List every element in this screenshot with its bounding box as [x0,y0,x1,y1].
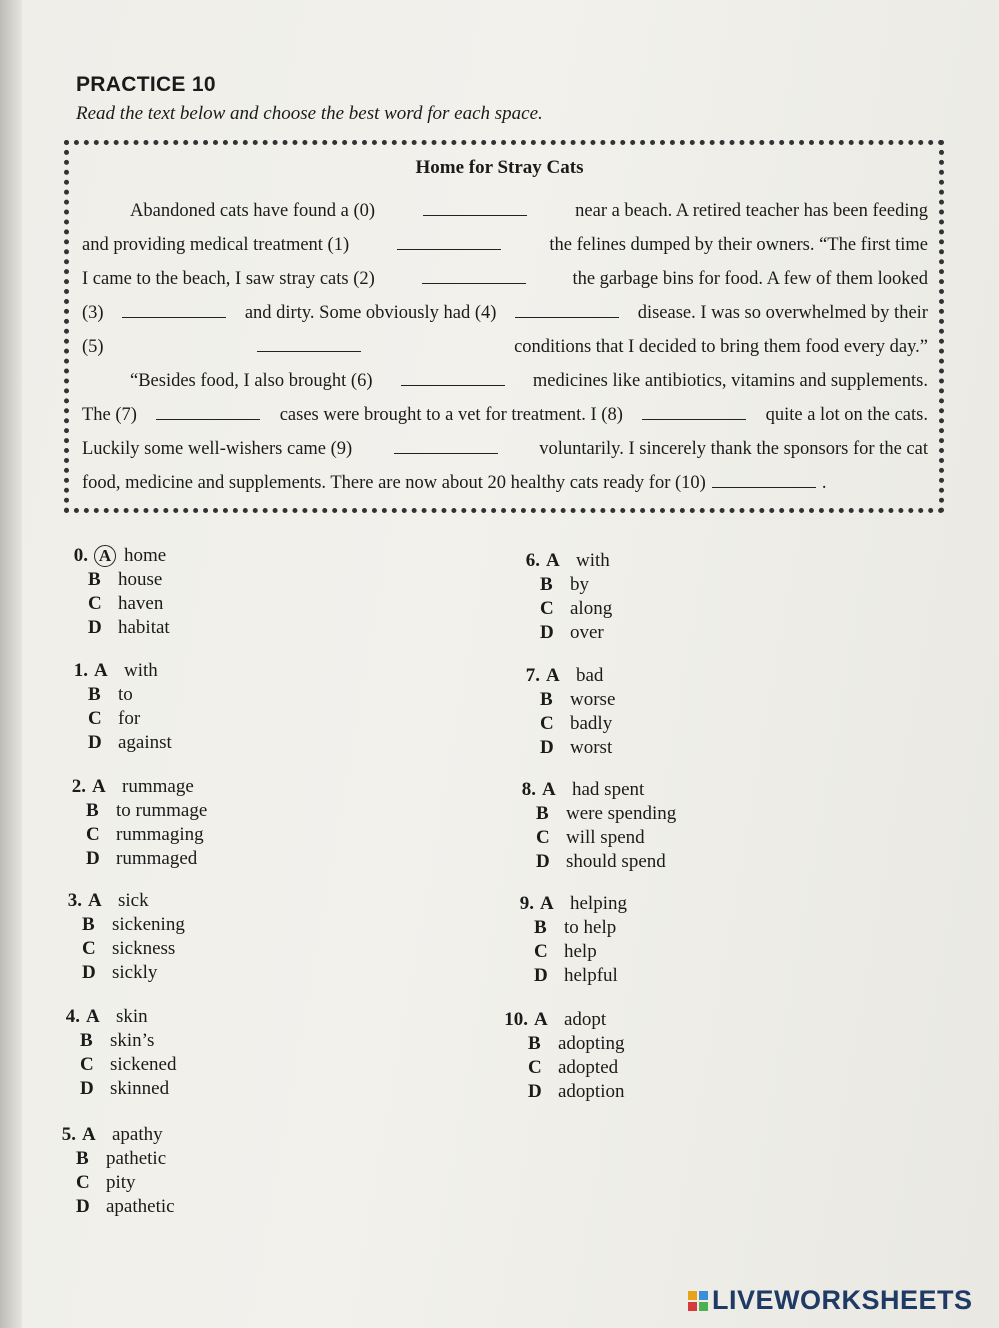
question-number: 10. [504,1009,528,1030]
passage-title: Home for Stray Cats [415,157,584,178]
liveworksheets-logo-icon [688,1291,708,1311]
option-letter: D [82,962,96,983]
option-b[interactable] [86,800,207,822]
option-letter: D [540,737,554,758]
option-c[interactable] [76,1172,136,1194]
option-text: skin’s [110,1030,155,1051]
answer-blank[interactable] [642,405,746,420]
option-letter: B [88,684,101,705]
practice-title: PRACTICE 10 [76,73,216,96]
passage-text-segment: voluntarily. I sincerely thank the sponsors for the cat [539,439,928,459]
option-letter: C [540,598,554,619]
option-d[interactable] [88,617,170,639]
option-c[interactable] [536,827,645,849]
option-a[interactable] [40,1124,163,1146]
option-letter: B [528,1033,541,1054]
passage-text-segment: and providing medical treatment (1) [82,235,350,255]
option-d[interactable] [82,962,157,984]
option-b[interactable] [82,914,185,936]
option-b[interactable] [540,689,615,711]
answer-blank[interactable] [156,405,260,420]
option-d[interactable] [86,848,197,870]
option-a[interactable] [504,550,610,572]
option-text: will spend [566,827,645,848]
option-d[interactable] [80,1078,169,1100]
option-text: adoption [558,1081,625,1102]
passage-line [130,201,928,222]
option-letter: B [86,800,99,821]
question-number: 6. [525,550,540,571]
question-number: 7. [525,665,540,686]
passage-text-segment: and dirty. Some obviously had (4) [244,303,497,323]
answer-blank[interactable] [122,303,226,318]
option-b[interactable] [80,1030,154,1052]
option-a[interactable] [504,665,603,687]
option-text: apathy [112,1124,163,1145]
option-letter: C [540,713,554,734]
option-letter: D [88,732,102,753]
option-text: habitat [118,617,170,638]
option-letter: B [76,1148,89,1169]
option-c[interactable] [86,824,204,846]
question-number: 0. [73,545,88,566]
option-text: for [118,708,141,729]
option-letter: D [540,622,554,643]
option-text: sickly [112,962,158,983]
passage-text-segment: near a beach. A retired teacher has been feeding [575,201,928,221]
option-text: over [570,622,604,643]
option-letter: A [92,776,106,797]
option-letter: A [534,1009,548,1030]
option-letter: A [86,1006,100,1027]
option-text: help [564,941,597,962]
passage-line [82,439,928,460]
option-letter: C [88,708,102,729]
option-letter: C [536,827,550,848]
passage-line [82,405,928,426]
passage-text-segment: (3) [82,303,104,323]
option-text: had spent [572,779,645,800]
option-text: sick [118,890,149,911]
passage-text-segment: conditions that I decided to bring them food every day.” [514,337,928,357]
option-d[interactable] [540,622,604,644]
option-a[interactable] [498,893,627,915]
option-text: should spend [566,851,666,872]
option-d[interactable] [76,1196,175,1218]
answer-blank[interactable] [515,303,619,318]
answer-blank[interactable] [423,201,527,216]
option-letter: A [546,665,560,686]
option-text: house [118,569,163,590]
passage-line [82,473,928,494]
option-text: rummaging [116,824,204,845]
option-letter: D [80,1078,94,1099]
option-text: to [118,684,133,705]
liveworksheets-watermark [688,1285,973,1316]
option-text: against [118,732,172,753]
watermark-text: LIVEWORKSHEETS [712,1285,973,1315]
option-c[interactable] [88,708,140,730]
option-letter: A [542,779,556,800]
passage-text-segment: Luckily some well-wishers came (9) [82,439,353,459]
circled-answer-letter: A [94,545,116,567]
option-text: were spending [566,803,677,824]
option-text: sickening [112,914,185,935]
passage-text-segment: I came to the beach, I saw stray cats (2) [82,269,375,289]
option-text: rummage [122,776,194,797]
answer-blank[interactable] [394,439,498,454]
page-edge-shadow [0,0,22,1328]
passage-text-segment: “Besides food, I also brought (6) [130,371,373,391]
option-letter: C [88,593,102,614]
option-text: sickened [110,1054,177,1075]
option-letter: B [534,917,547,938]
option-c[interactable] [88,593,163,615]
option-b[interactable] [540,574,589,596]
passage-text-segment: the felines dumped by their owners. “The first time [549,235,928,255]
option-text: helpful [564,965,618,986]
option-text: along [570,598,613,619]
answer-blank[interactable] [712,473,816,488]
option-letter: A [88,890,102,911]
option-a[interactable] [492,1009,606,1031]
passage-line [82,235,928,256]
option-text: worse [570,689,616,710]
option-d[interactable] [534,965,618,987]
instruction-text: Read the text below and choose the best word for each space. [76,103,543,124]
option-text: helping [570,893,627,914]
option-a[interactable] [52,660,158,682]
option-text: with [576,550,610,571]
answer-blank[interactable] [257,337,361,352]
option-letter: C [86,824,100,845]
option-a[interactable] [52,545,166,567]
option-letter: B [540,574,553,595]
option-letter: D [88,617,102,638]
option-b[interactable] [534,917,616,939]
option-text: to help [564,917,617,938]
option-text: with [124,660,158,681]
option-c[interactable] [80,1054,176,1076]
option-text: adopting [558,1033,625,1054]
option-text: badly [570,713,613,734]
option-b[interactable] [76,1148,166,1170]
passage-text-segment: cases were brought to a vet for treatment. I (8) [279,405,623,425]
option-b[interactable] [88,684,133,706]
answer-blank[interactable] [397,235,501,250]
option-text: pathetic [106,1148,167,1169]
option-letter: C [80,1054,94,1075]
option-letter: A [546,550,560,571]
question-number: 1. [73,660,88,681]
option-text: bad [576,665,604,686]
option-letter: B [80,1030,93,1051]
option-text: home [124,545,167,566]
option-letter: B [82,914,95,935]
option-text: adopted [558,1057,619,1078]
option-text: haven [118,593,164,614]
option-text: sickness [112,938,176,959]
passage-line [82,269,928,290]
option-text: apathetic [106,1196,175,1217]
passage-text-segment: medicines like antibiotics, vitamins and supplements. [532,371,928,391]
option-a[interactable] [50,776,194,798]
option-letter: D [536,851,550,872]
option-text: worst [570,737,613,758]
question-number: 2. [71,776,86,797]
option-c[interactable] [540,713,612,735]
option-b[interactable] [88,569,162,591]
passage-text-segment: The (7) [82,405,137,425]
passage-line [82,303,928,324]
option-letter: A [82,1124,96,1145]
question-number: 4. [65,1006,80,1027]
passage-text-segment: the garbage bins for food. A few of them looked [572,269,928,289]
passage-text-segment: disease. I was so overwhelmed by their [637,303,928,323]
option-letter: D [534,965,548,986]
option-a[interactable] [44,1006,148,1028]
option-d[interactable] [536,851,666,873]
question-number: 8. [521,779,536,800]
option-letter: B [540,689,553,710]
question-number: 5. [61,1124,76,1145]
option-letter: C [528,1057,542,1078]
option-b[interactable] [528,1033,625,1055]
option-text: adopt [564,1009,607,1030]
passage-text-segment: (5) [82,337,104,357]
option-c[interactable] [540,598,612,620]
option-a[interactable] [46,890,149,912]
option-letter: D [86,848,100,869]
answer-blank[interactable] [401,371,505,386]
option-b[interactable] [536,803,676,825]
passage-line [82,337,928,358]
answer-blank[interactable] [422,269,526,284]
question-number: 3. [67,890,82,911]
option-letter: A [94,660,108,681]
option-text: by [570,574,589,595]
option-a[interactable] [500,779,644,801]
option-d[interactable] [528,1081,625,1103]
passage-text-segment: . [821,473,827,493]
option-letter: B [536,803,549,824]
option-text: skin [116,1006,148,1027]
option-c[interactable] [82,938,175,960]
option-letter: A [540,893,554,914]
passage-line [130,371,928,392]
option-d[interactable] [540,737,612,759]
option-letter: C [82,938,96,959]
option-letter: C [534,941,548,962]
option-text: to rummage [116,800,208,821]
option-letter: C [76,1172,90,1193]
question-number: 9. [519,893,534,914]
option-d[interactable] [88,732,172,754]
option-text: pity [106,1172,136,1193]
passage-text-segment: Abandoned cats have found a (0) [130,201,376,221]
option-c[interactable] [528,1057,618,1079]
option-text: skinned [110,1078,170,1099]
passage-text-segment: quite a lot on the cats. [765,405,928,425]
option-text: rummaged [116,848,198,869]
passage-text-segment: food, medicine and supplements. There are now about 20 healthy cats ready for (10) [82,473,706,493]
option-letter: D [76,1196,90,1217]
option-letter: B [88,569,101,590]
option-c[interactable] [534,941,597,963]
option-letter: D [528,1081,542,1102]
